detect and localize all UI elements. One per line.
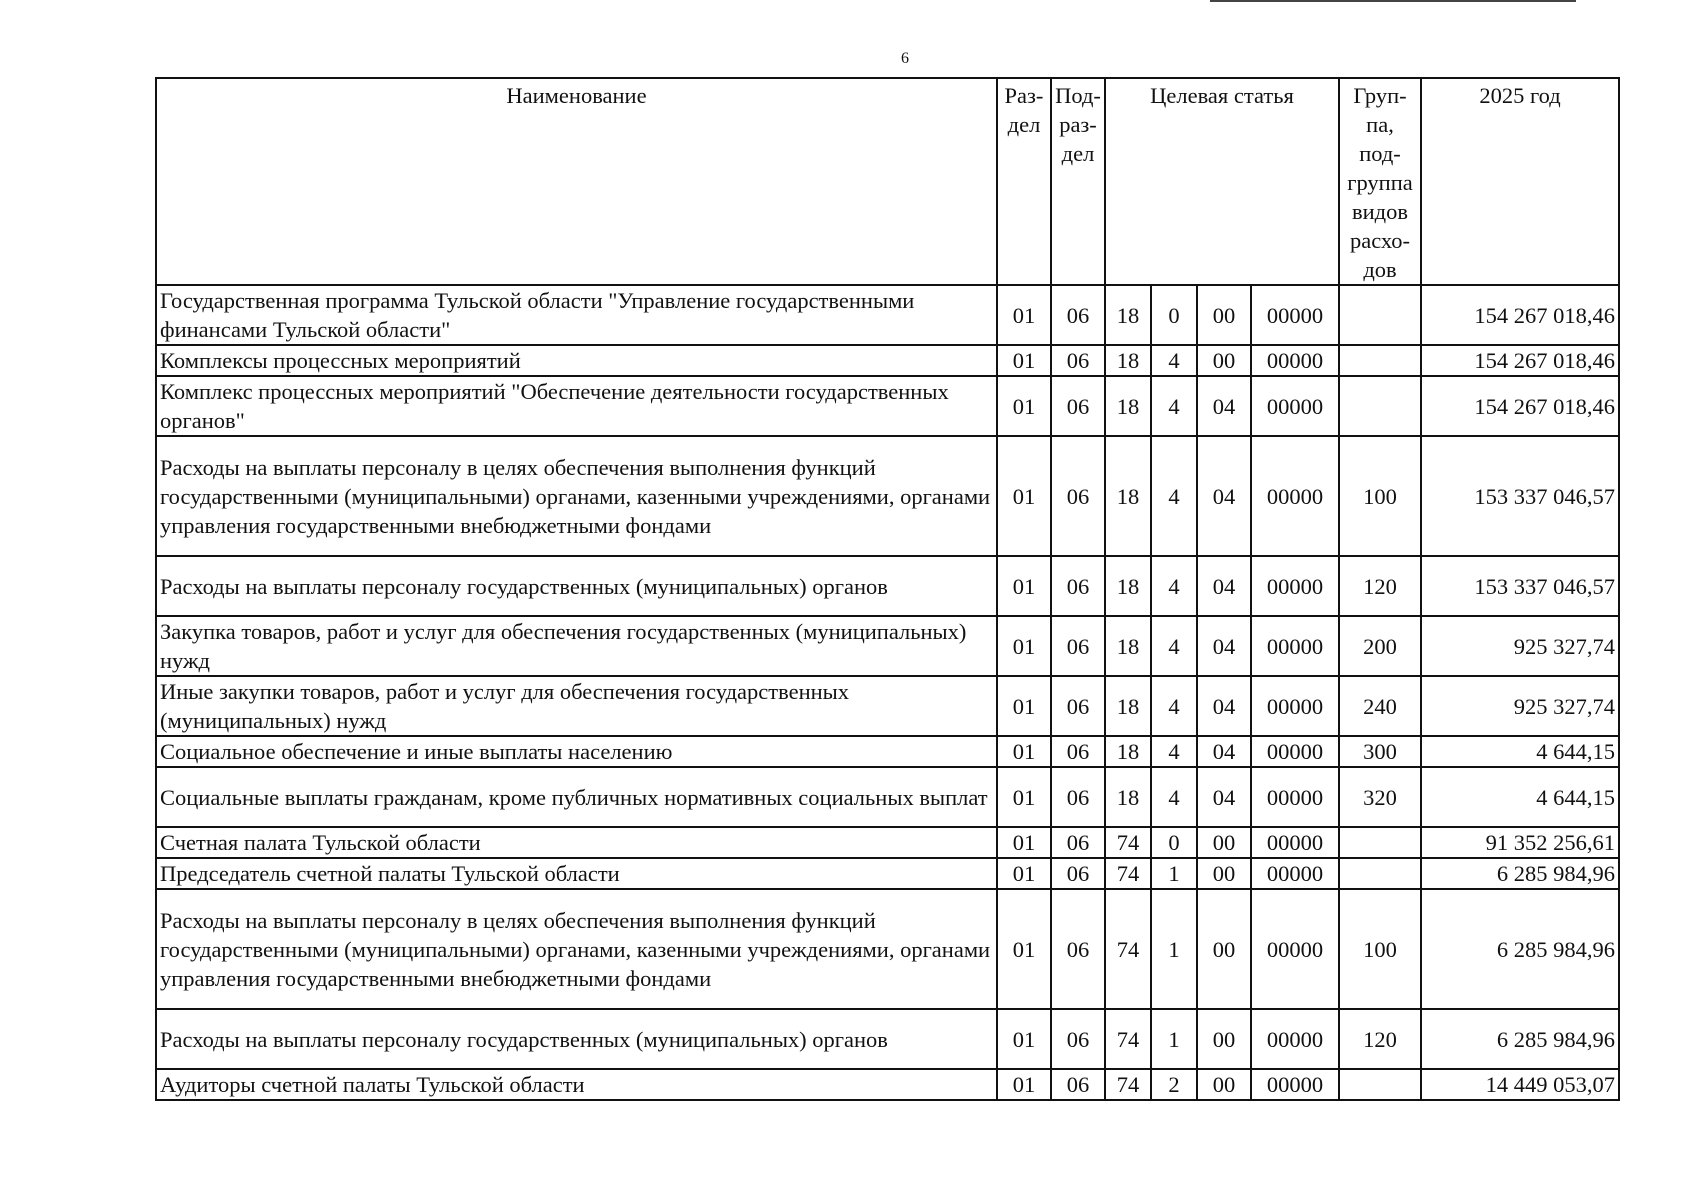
row-subprogram-code: 2 [1151,1069,1197,1100]
row-main-event-code: 00 [1197,345,1251,376]
row-direction-code: 00000 [1251,736,1339,767]
row-name: Расходы на выплаты персоналу в целях обеспечения выполнения функций государственными (муниципальными) органами, казенными учреждениями, органами управления государственными внебюджетными фондами [156,889,997,1009]
row-name: Расходы на выплаты персоналу в целях обеспечения выполнения функций государственными (муниципальными) органами, казенными учреждениями, органами управления государственными внебюджетными фондами [156,436,997,556]
row-expense-group: 100 [1339,436,1421,556]
row-section: 01 [997,376,1051,436]
row-section: 01 [997,345,1051,376]
row-program-code: 74 [1105,1069,1151,1100]
row-program-code: 74 [1105,1009,1151,1069]
row-main-event-code: 00 [1197,285,1251,345]
header-section: Раз-дел [997,78,1051,285]
row-subprogram-code: 4 [1151,436,1197,556]
row-section: 01 [997,858,1051,889]
row-main-event-code: 04 [1197,376,1251,436]
row-direction-code: 00000 [1251,1069,1339,1100]
row-subsection: 06 [1051,736,1105,767]
table-row [156,1009,1619,1069]
row-subprogram-code: 4 [1151,676,1197,736]
table-row [156,556,1619,616]
row-amount: 4 644,15 [1421,767,1619,827]
row-expense-group [1339,285,1421,345]
row-section: 01 [997,767,1051,827]
row-subprogram-code: 0 [1151,285,1197,345]
row-main-event-code: 00 [1197,858,1251,889]
row-amount: 925 327,74 [1421,676,1619,736]
row-expense-group: 300 [1339,736,1421,767]
table-row [156,676,1619,736]
row-direction-code: 00000 [1251,345,1339,376]
row-subsection: 06 [1051,889,1105,1009]
row-subprogram-code: 1 [1151,1009,1197,1069]
table-row [156,285,1619,345]
row-subprogram-code: 4 [1151,736,1197,767]
row-main-event-code: 00 [1197,889,1251,1009]
table-row [156,345,1619,376]
row-expense-group: 100 [1339,889,1421,1009]
table-row [156,436,1619,556]
row-expense-group [1339,376,1421,436]
row-amount: 6 285 984,96 [1421,1009,1619,1069]
row-subsection: 06 [1051,616,1105,676]
row-subsection: 06 [1051,376,1105,436]
row-section: 01 [997,889,1051,1009]
row-direction-code: 00000 [1251,767,1339,827]
table-row [156,889,1619,1009]
row-direction-code: 00000 [1251,827,1339,858]
row-amount: 925 327,74 [1421,616,1619,676]
row-name: Расходы на выплаты персоналу государственных (муниципальных) органов [156,1009,997,1069]
row-amount: 154 267 018,46 [1421,376,1619,436]
row-name: Председатель счетной палаты Тульской области [156,858,997,889]
header-target-article: Целевая статья [1105,78,1339,285]
row-subprogram-code: 4 [1151,767,1197,827]
row-name: Иные закупки товаров, работ и услуг для обеспечения государственных (муниципальных) нужд [156,676,997,736]
row-subsection: 06 [1051,858,1105,889]
row-program-code: 18 [1105,676,1151,736]
row-section: 01 [997,676,1051,736]
header-row [156,78,1619,285]
table-body [156,285,1619,1100]
row-subsection: 06 [1051,767,1105,827]
page-number: 6 [901,50,909,67]
row-name: Комплекс процессных мероприятий "Обеспечение деятельности государственных органов" [156,376,997,436]
row-name: Расходы на выплаты персоналу государственных (муниципальных) органов [156,556,997,616]
row-expense-group: 120 [1339,1009,1421,1069]
row-direction-code: 00000 [1251,858,1339,889]
row-section: 01 [997,436,1051,556]
row-main-event-code: 04 [1197,436,1251,556]
row-amount: 6 285 984,96 [1421,858,1619,889]
row-direction-code: 00000 [1251,889,1339,1009]
row-amount: 14 449 053,07 [1421,1069,1619,1100]
header-year: 2025 год [1421,78,1619,285]
row-subsection: 06 [1051,676,1105,736]
row-direction-code: 00000 [1251,285,1339,345]
table-row [156,376,1619,436]
row-subprogram-code: 1 [1151,889,1197,1009]
row-main-event-code: 00 [1197,1069,1251,1100]
row-program-code: 18 [1105,767,1151,827]
row-subsection: 06 [1051,285,1105,345]
row-program-code: 18 [1105,736,1151,767]
row-amount: 153 337 046,57 [1421,556,1619,616]
row-amount: 91 352 256,61 [1421,827,1619,858]
row-subprogram-code: 4 [1151,376,1197,436]
row-amount: 154 267 018,46 [1421,345,1619,376]
row-subprogram-code: 4 [1151,616,1197,676]
row-name: Счетная палата Тульской области [156,827,997,858]
table-row [156,827,1619,858]
row-subprogram-code: 4 [1151,556,1197,616]
row-direction-code: 00000 [1251,376,1339,436]
row-section: 01 [997,556,1051,616]
row-subsection: 06 [1051,345,1105,376]
row-section: 01 [997,1069,1051,1100]
row-main-event-code: 04 [1197,556,1251,616]
row-direction-code: 00000 [1251,556,1339,616]
row-main-event-code: 04 [1197,767,1251,827]
row-subprogram-code: 4 [1151,345,1197,376]
table-row [156,767,1619,827]
table-row [156,858,1619,889]
row-subprogram-code: 1 [1151,858,1197,889]
row-main-event-code: 04 [1197,736,1251,767]
row-program-code: 18 [1105,616,1151,676]
row-main-event-code: 00 [1197,827,1251,858]
row-program-code: 18 [1105,556,1151,616]
row-amount: 153 337 046,57 [1421,436,1619,556]
table-row [156,1069,1619,1100]
row-program-code: 74 [1105,889,1151,1009]
row-expense-group: 120 [1339,556,1421,616]
row-program-code: 18 [1105,376,1151,436]
row-name: Социальное обеспечение и иные выплаты населению [156,736,997,767]
header-name: Наименование [156,78,997,285]
row-expense-group [1339,1069,1421,1100]
row-direction-code: 00000 [1251,1009,1339,1069]
row-amount: 154 267 018,46 [1421,285,1619,345]
row-program-code: 74 [1105,858,1151,889]
row-program-code: 74 [1105,827,1151,858]
row-subsection: 06 [1051,1009,1105,1069]
row-amount: 4 644,15 [1421,736,1619,767]
row-section: 01 [997,736,1051,767]
row-section: 01 [997,616,1051,676]
budget-table [155,77,1620,1101]
row-section: 01 [997,285,1051,345]
row-expense-group [1339,827,1421,858]
row-main-event-code: 00 [1197,1009,1251,1069]
row-expense-group: 240 [1339,676,1421,736]
row-name: Социальные выплаты гражданам, кроме публичных нормативных социальных выплат [156,767,997,827]
row-amount: 6 285 984,96 [1421,889,1619,1009]
row-expense-group: 200 [1339,616,1421,676]
row-subsection: 06 [1051,827,1105,858]
row-main-event-code: 04 [1197,676,1251,736]
header-subsection: Под-раз-дел [1051,78,1105,285]
top-rule [1210,0,1576,2]
row-name: Аудиторы счетной палаты Тульской области [156,1069,997,1100]
row-subsection: 06 [1051,556,1105,616]
row-subprogram-code: 0 [1151,827,1197,858]
row-direction-code: 00000 [1251,676,1339,736]
row-section: 01 [997,827,1051,858]
row-expense-group [1339,858,1421,889]
row-section: 01 [997,1009,1051,1069]
row-program-code: 18 [1105,285,1151,345]
row-name: Закупка товаров, работ и услуг для обеспечения государственных (муниципальных) нужд [156,616,997,676]
row-expense-group [1339,345,1421,376]
row-subsection: 06 [1051,1069,1105,1100]
header-expense-group: Груп-па, под-группа видов расхо-дов [1339,78,1421,285]
row-program-code: 18 [1105,345,1151,376]
table-row [156,616,1619,676]
row-main-event-code: 04 [1197,616,1251,676]
row-direction-code: 00000 [1251,616,1339,676]
row-name: Государственная программа Тульской области "Управление государственными финансами Тульской области" [156,285,997,345]
row-name: Комплексы процессных мероприятий [156,345,997,376]
row-subsection: 06 [1051,436,1105,556]
table-row [156,736,1619,767]
row-expense-group: 320 [1339,767,1421,827]
row-program-code: 18 [1105,436,1151,556]
row-direction-code: 00000 [1251,436,1339,556]
